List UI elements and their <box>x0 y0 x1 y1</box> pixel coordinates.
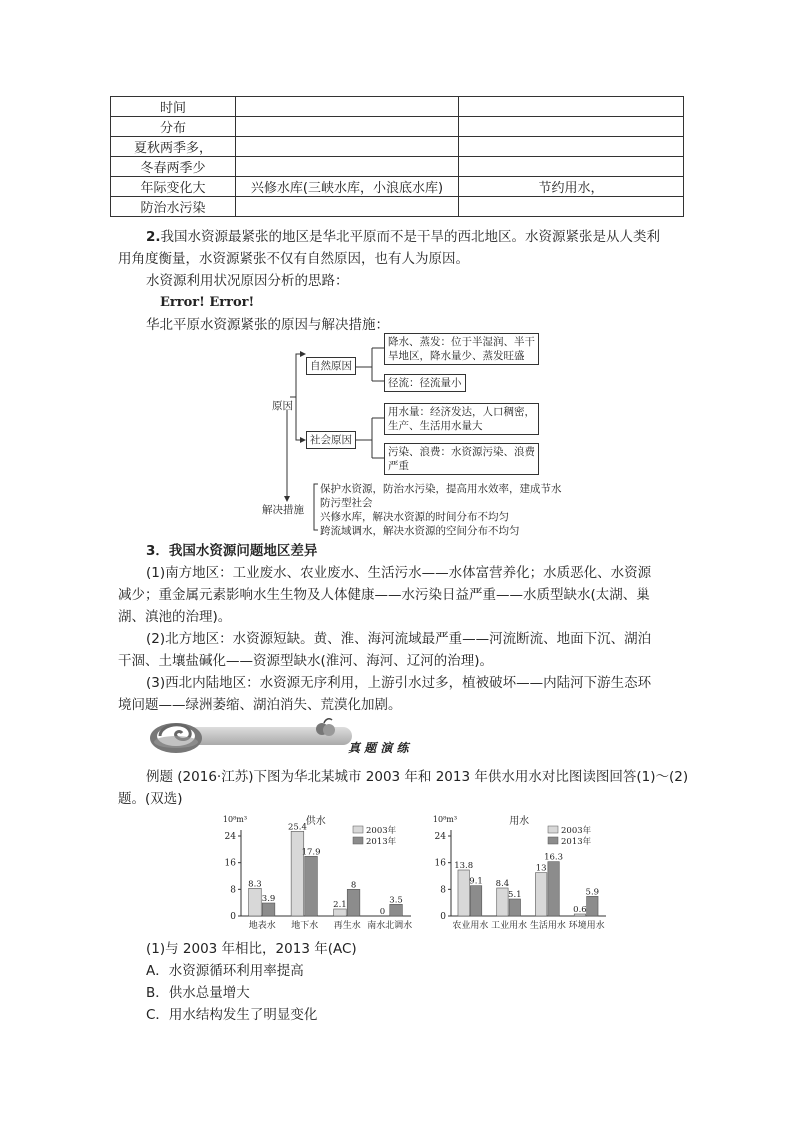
bar <box>497 888 508 916</box>
bar <box>262 903 275 916</box>
bar-value-label: 13.8 <box>454 861 474 871</box>
section3-heading: 3．我国水资源问题地区差异 <box>146 543 318 559</box>
bar <box>548 862 559 916</box>
scroll-icon <box>146 712 216 756</box>
social-item-pollution: 污染、浪费：水资源污染、浪费 严重 <box>384 443 539 475</box>
bar <box>334 909 347 916</box>
legend-label: 2003年 <box>561 826 592 836</box>
water-supply-chart <box>215 812 415 932</box>
bar <box>291 831 304 916</box>
section2-line1: 2.我国水资源最紧张的地区是华北平原而不是干旱的西北地区。水资源紧张是从人类利 <box>146 229 661 245</box>
legend-swatch <box>548 826 558 833</box>
bar-value-label: 17.9 <box>301 847 321 858</box>
bar <box>535 873 546 916</box>
south-line2: 减少；重金属元素影响水生生物及人体健康——水污染日益严重——水质型缺水(太湖、巢 <box>118 587 650 603</box>
category-label: 地表水 <box>248 921 276 931</box>
table-cell: 年际变化大 <box>111 177 236 197</box>
social-item-usage: 用水量：经济发达，人口稠密， 生产、生活用水量大 <box>384 403 539 435</box>
y-tick-label: 16 <box>434 858 446 869</box>
bar-value-label: 5.9 <box>585 887 600 898</box>
legend-swatch <box>353 837 363 844</box>
west-line2: 境问题——绿洲萎缩、湖泊消失、荒漠化加剧。 <box>118 697 402 713</box>
question-stem: (1)与 2003 年相比，2013 年(AC) <box>146 941 357 957</box>
bar <box>305 856 318 916</box>
measure-item-2: 防污型社会 <box>320 497 373 509</box>
bar-value-label: 25.4 <box>287 822 307 833</box>
table-cell: 夏秋两季多， <box>111 137 236 157</box>
west-line1: (3)西北内陆地区：水资源无序利用，上游引水过多，植被破坏——内陆河下游生态环 <box>146 675 652 691</box>
bar-value-label: 3.9 <box>261 894 276 904</box>
measure-item-3: 兴修水库，解决水资源的时间分布不均匀 <box>320 511 509 523</box>
table-cell: 兴修水库(三峡水库，小浪底水库) <box>236 177 459 197</box>
option-c: C．用水结构发生了明显变化 <box>146 1007 318 1023</box>
y-tick-label: 24 <box>434 832 446 842</box>
bar-value-label: 0.6 <box>573 905 587 915</box>
bar-value-label: 9.1 <box>469 876 483 887</box>
diagram-lines <box>0 0 794 560</box>
bar <box>458 870 469 916</box>
section2-line3: 水资源利用状况原因分析的思路： <box>146 273 349 289</box>
bar <box>470 886 481 916</box>
south-line1: (1)南方地区：工业废水、农业废水、生活污水——水体富营养化；水质恶化、水资源 <box>146 565 652 581</box>
legend-label: 2013年 <box>366 837 397 847</box>
measure-item-4: 跨流域调水，解决水资源的空间分布不均匀 <box>320 525 520 537</box>
cause-label: 原因 <box>272 400 293 412</box>
north-line1: (2)北方地区：水资源短缺。黄、淮、海河流域最严重——河流断流、地面下沉、湖泊 <box>146 631 652 647</box>
option-b: B．供水总量增大 <box>146 985 250 1001</box>
y-tick-label: 16 <box>224 858 236 869</box>
bar-value-label: 8 <box>350 880 357 891</box>
y-tick-label: 0 <box>230 912 236 922</box>
table-cell: 节约用水， <box>459 177 684 197</box>
y-tick-label: 8 <box>440 885 446 896</box>
bar-value-label: 5.1 <box>508 890 522 900</box>
bar <box>390 904 403 916</box>
bar-value-label: 8.4 <box>495 879 510 889</box>
social-cause-box: 社会原因 <box>306 431 356 449</box>
option-a: A．水资源循环利用率提高 <box>146 963 304 979</box>
error-text: Error! Error! <box>160 295 255 310</box>
bar-value-label: 2.1 <box>333 900 347 910</box>
measure-item-1: 保护水资源，防治水污染，提高用水效率，建成节水 <box>320 483 562 495</box>
south-line3: 湖、滇池的治理)。 <box>118 609 232 625</box>
natural-item-runoff: 径流：径流量小 <box>384 374 466 392</box>
table-cell: 时间 <box>111 97 236 117</box>
category-label: 环境用水 <box>568 921 605 931</box>
example-line1: 例题 (2016·江苏)下图为华北某城市 2003 年和 2013 年供水用水对比图读图回答(1)～(2) <box>146 769 689 785</box>
bar-value-label: 3.5 <box>389 895 403 906</box>
north-line2: 干涸、土壤盐碱化——资源型缺水(淮河、海河、辽河的治理)。 <box>118 653 494 669</box>
table-cell: 防治水污染 <box>111 197 236 217</box>
y-tick-label: 8 <box>230 885 236 896</box>
section2-line4: 华北平原水资源紧张的原因与解决措施： <box>146 317 389 333</box>
section2-line2: 用角度衡量，水资源紧张不仅有自然原因，也有人为原因。 <box>118 251 469 267</box>
legend-swatch <box>548 837 558 844</box>
chart-title: 用水 <box>509 816 530 827</box>
natural-cause-box: 自然原因 <box>306 357 356 375</box>
y-tick-label: 24 <box>224 832 236 842</box>
category-label: 南水北调水 <box>367 921 413 931</box>
bar-value-label: 13 <box>535 863 547 874</box>
natural-item-precip: 降水、蒸发：位于半湿润、半干 旱地区，降水量少、蒸发旺盛 <box>384 333 539 365</box>
category-label: 地下水 <box>291 921 319 931</box>
bar-value-label: 8.3 <box>248 879 262 890</box>
bar <box>347 889 360 916</box>
y-axis-label: 10⁸m³ <box>222 815 248 824</box>
legend-label: 2013年 <box>561 837 592 847</box>
water-use-chart <box>425 812 610 932</box>
y-axis-label: 10⁸m³ <box>432 815 458 824</box>
y-tick-label: 0 <box>440 912 446 922</box>
category-label: 农业用水 <box>452 921 489 931</box>
fruit-icon <box>314 716 338 738</box>
table-cell: 冬春两季少 <box>111 157 236 177</box>
legend-swatch <box>353 826 363 833</box>
category-label: 生活用水 <box>529 921 566 931</box>
banner-title: 真 题 演 练 <box>348 741 409 755</box>
bar-value-label: 16.3 <box>544 852 564 863</box>
chart-title: 供水 <box>305 816 326 827</box>
measures-label: 解决措施 <box>262 504 304 516</box>
table-cell: 分布 <box>111 117 236 137</box>
bar <box>587 896 598 916</box>
bar <box>249 888 262 916</box>
category-label: 工业用水 <box>491 921 528 931</box>
example-line2: 题。(双选) <box>118 791 183 807</box>
legend-label: 2003年 <box>366 826 397 836</box>
category-label: 再生水 <box>333 921 361 931</box>
bar <box>509 899 520 916</box>
bar-value-label: 0 <box>379 907 386 917</box>
